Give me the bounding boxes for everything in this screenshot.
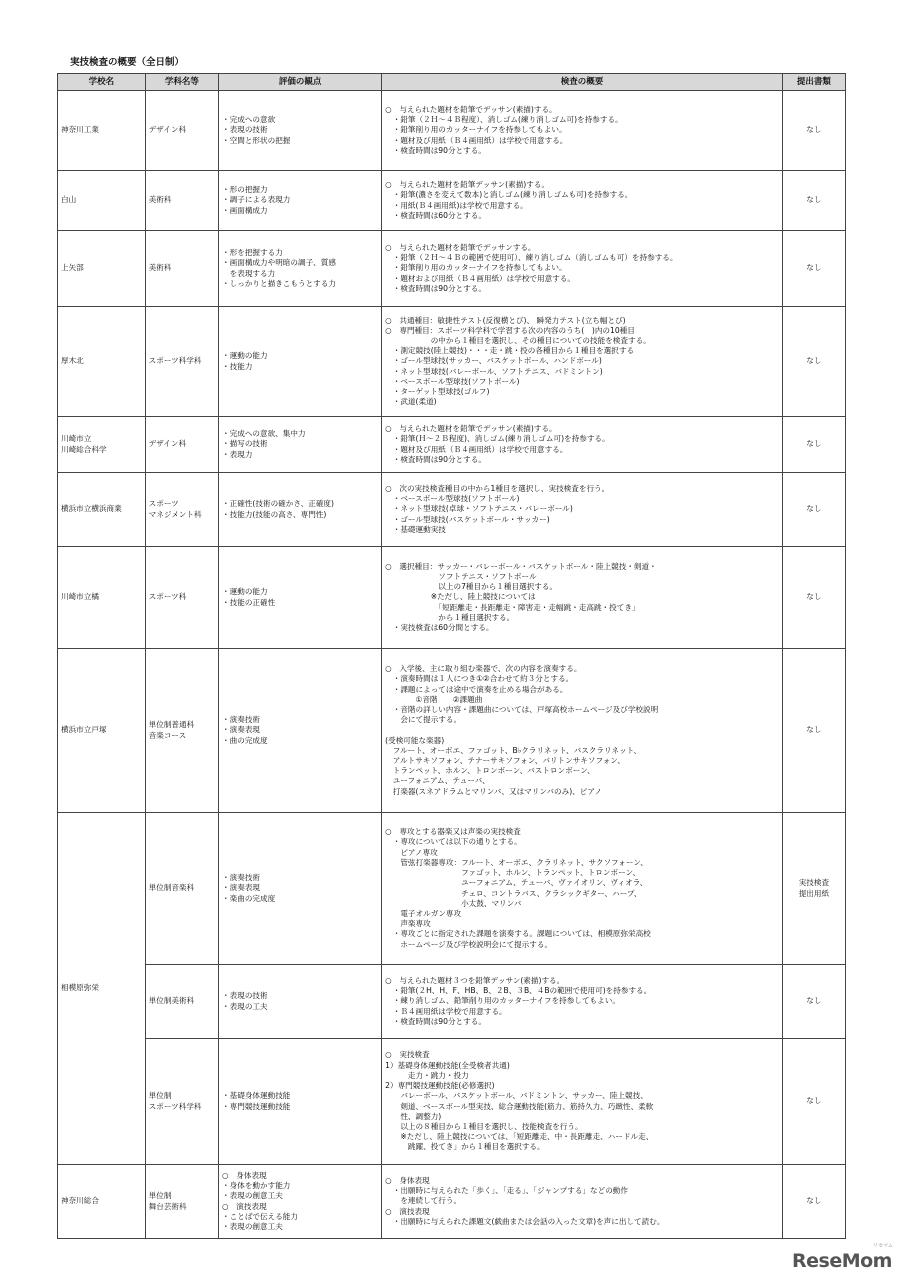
cell-dept-text: デザイン科 [148,439,187,449]
cell-dept [145,473,218,547]
cell-summary [382,1165,783,1239]
cell-docs-text: なし [806,1096,822,1106]
cell-eval [219,417,382,473]
cell-dept [145,1165,218,1239]
cell-school [58,547,146,649]
cell-docs [782,231,845,307]
cell-docs-text: なし [806,356,822,366]
cell-docs [782,307,845,417]
cell-docs-text: なし [806,439,822,449]
cell-docs [782,171,845,231]
cell-summary-text: ○ 身体表現 ・出願時に与えられた「歩く」、「走る」、「ジャンプする」などの動作 を連続して行う。 ○ 演技表現 ・出願時に与えられた課題文(戯曲または会話の入った文章)を声に出して読む。 [385,1175,665,1226]
cell-dept-text: 単位制 スポーツ科学科 [148,1091,202,1111]
cell-dept-text: 単位制普通科 音楽コース [148,720,195,740]
cell-summary [382,91,783,171]
cell-summary [382,307,783,417]
cell-eval [219,473,382,547]
cell-school [58,813,146,1165]
table-body [58,91,846,1239]
cell-dept [145,91,218,171]
table-row [58,547,846,649]
table-row [58,307,846,417]
table-row [58,171,846,231]
table-row [58,473,846,547]
cell-docs [782,649,845,813]
table-row [58,1039,846,1165]
header-summary: 検査の概要 [382,74,783,91]
cell-school [58,231,146,307]
cell-eval [219,813,382,965]
cell-docs [782,1165,845,1239]
cell-dept [145,417,218,473]
cell-docs [782,91,845,171]
cell-docs [782,417,845,473]
header-eval: 評価の観点 [219,74,382,91]
cell-dept [145,231,218,307]
cell-eval [219,1039,382,1165]
cell-docs-text: なし [806,592,822,602]
cell-eval [219,547,382,649]
cell-summary [382,417,783,473]
cell-docs-text: なし [806,195,822,205]
table-row [58,649,846,813]
header-dept: 学科名等 [145,74,218,91]
cell-eval [219,307,382,417]
document-title: 実技検査の概要（全日制） [70,57,185,68]
cell-docs-text: なし [806,725,822,735]
cell-dept-text: スポーツ科 [148,592,187,602]
cell-summary-text: ○ 共通種目：敏捷性テスト(反復横とび)、 瞬発力テスト(立ち幅とび) ○ 専門種目：スポーツ科学科で学習する次の内容のうち( )内の10種目 の中から１種目を選択し、その種目についての技能を検査する。 ・測定競技(陸上競技)・・・走・跳・投の各種目から１種目を選択する ・ゴール型球技(サッカー、バスケットボール、ハンドボール) ・ネット型球技(バレーボール、ソフトテニス、バドミントン) ・ベースボール型球技(ソフトボール) ・ターゲット型球技(ゴルフ) ・武道(柔道) [385,315,651,407]
cell-summary-text: ○ 入学後、主に取り組む楽器で、次の内容を演奏する。 ・演奏時間は１人につき①②合わせて約３分とする。 ・課題によっては途中で演奏を止める場合がある。 ①音階 ②課題曲 ・音階の詳しい内容・課題曲については、戸塚高校ホームページ及び学校説明 会にて提示する。 (受検可能な楽器) フルート、オーボエ、ファゴット、B♭クラリネット、バスクラリネット、 アルトサキソフォン、テナーサキソフォン、バリトンサキソフォン、 トランペット、ホルン、トロンボーン、バストロンボーン、 ユーフォニアム、テューバ、 打楽器(スネアドラムとマリンバ、又はマリンバのみ)、ピアノ [385,664,659,796]
cell-docs-text: なし [806,504,822,514]
cell-summary-text: ○ 専攻とする器楽又は声楽の実技検査 ・専攻については以下の通りとする。 ピアノ専攻 管弦打楽器専攻：フルート、オーボエ、クラリネット、サクソフォーン、 ファゴット、ホルン、トランペット、トロンボーン、 ユーフォニアム、テューバ、ヴァイオリン、ヴィオラ、 チェロ、コントラバス、クラシックギター、ハープ、 小太鼓、マリンバ 電子オルガン専攻 声楽専攻 ・専攻ごとに指定された課題を演奏する。課題については、相模原弥栄高校 ホームページ及び学校説明会にて提示する。 [385,827,651,949]
cell-dept [145,1039,218,1165]
cell-dept-text: 美術科 [148,263,172,273]
table-row [58,231,846,307]
cell-dept [145,547,218,649]
resemom-logo: ReseMom [792,1250,892,1272]
cell-summary-text: ○ 選択種目：サッカー・バレーボール・バスケットボール・陸上競技・剣道・ ソフトテニス・ソフトボール 以上の7種目から１種目選択する。 ※ただし、陸上競技については 「短距離走・長距離走・障害走・走幅跳・走高跳・投てき」 から１種目選択する。 ・実技検査は60分間とする。 [385,561,657,632]
cell-eval-text: ・演奏技術 ・演奏表現 ・曲の完成度 [222,715,268,745]
cell-school [58,171,146,231]
cell-summary [382,231,783,307]
cell-docs-text: なし [806,125,822,135]
cell-school [58,473,146,547]
cell-docs [782,965,845,1039]
cell-summary [382,171,783,231]
cell-school-text: 横浜市立戸塚 [61,725,107,735]
cell-docs [782,547,845,649]
cell-school-text: 川崎市立橘 [61,592,99,602]
cell-summary-text: ○ 与えられた題材を鉛筆でデッサンする。 ・鉛筆（２Ｈ～４Ｂの範囲で使用可）、練り消しゴム（消しゴムも可）を持参する。 ・鉛筆削り用のカッターナイフを持参してもよい。 ・題材および用紙（Ｂ４画用紙）は学校で用意する。 ・検査時間は90分とする。 [385,242,678,293]
cell-eval-text: ○ 身体表現 ・身体を動かす能力 ・表現の創意工夫 ○ 演技表現 ・ことばで伝える能力 ・表現の創意工夫 [222,1170,298,1231]
table-header-row [58,74,846,91]
cell-eval-text: ・形の把握力 ・調子による表現力 ・画面構成力 [222,185,291,215]
cell-school-text: 上矢部 [61,263,84,273]
cell-eval [219,1165,382,1239]
cell-docs-text: なし [806,996,822,1006]
cell-eval [219,649,382,813]
cell-docs [782,473,845,547]
cell-dept-text: 美術科 [148,195,172,205]
table-row [58,417,846,473]
cell-summary [382,473,783,547]
cell-eval-text: ・完成への意欲 ・表現の技術 ・空間と形状の把握 [222,115,291,145]
cell-dept-text: スポーツ科学科 [148,356,202,366]
cell-school-text: 川崎市立 川崎総合科学 [61,434,107,454]
cell-dept [145,965,218,1039]
cell-summary-text: ○ 実技検査 1）基礎身体運動技能(全受検者共通) 走力・跳力・投力 2）専門競技運動技能(必修選択) バレーボール、バスケットボール、バドミントン、サッカー、陸上競技、 剣道、ベースボール型実技、総合運動技能(筋力、筋持久力、巧緻性、柔軟 性、調整力) 以上の８種目から１種目を選択し、技能検査を行う。 ※ただし、陸上競技については、「短距離走、中・長距離走、ハードル走、 跳躍、投てき」から１種目を選択する。 [385,1050,654,1152]
cell-school-text: 相模原弥栄 [61,983,99,993]
cell-school [58,91,146,171]
cell-docs-text: なし [806,263,822,273]
cell-eval-text: ・運動の能力 ・技能力 [222,351,268,371]
header-school: 学校名 [58,74,146,91]
cell-summary [382,1039,783,1165]
cell-dept-text: 単位制 舞台芸術科 [148,1191,187,1211]
header-docs: 提出書類 [782,74,845,91]
cell-summary [382,813,783,965]
cell-docs-text: なし [806,1196,822,1206]
exam-table [57,73,846,1239]
cell-dept [145,813,218,965]
cell-docs [782,1039,845,1165]
cell-docs [782,813,845,965]
cell-school-text: 白山 [61,195,77,205]
cell-school [58,649,146,813]
cell-dept [145,649,218,813]
cell-summary-text: ○ 与えられた題材３つを鉛筆デッサン(素描)する。 ・鉛筆(２H、H、F、HB、B、２B、３B、４Bの範囲で使用可)を持参する。 ・練り消しゴム、鉛筆削り用のカッターナイフを持参してもよい。 ・Ｂ４画用紙は学校で用意する。 ・検査時間は90分とする。 [385,975,652,1026]
cell-dept-text: スポーツ マネジメント科 [148,499,202,519]
cell-summary-text: ○ 与えられた題材を鉛筆デッサン(素描)する。 ・鉛筆(濃さを変えて数本)と消しゴム(練り消しゴムも可)を持参する。 ・用紙(Ｂ４画用紙)は学校で用意する。 ・検査時間は60分とする。 [385,180,633,220]
cell-summary [382,965,783,1039]
cell-docs-text: 実技検査 提出用紙 [798,878,830,898]
cell-eval [219,91,382,171]
cell-eval-text: ・完成への意欲、集中力 ・描写の技術 ・表現力 [222,429,306,459]
cell-school [58,1165,146,1239]
cell-eval-text: ・基礎身体運動技能 ・専門競技運動技能 [222,1091,291,1111]
cell-school-text: 神奈川総合 [61,1196,99,1206]
cell-eval-text: ・正確性(技術の確かさ、正確度) ・技能力(技能の高さ、専門性) [222,499,334,519]
cell-eval [219,171,382,231]
cell-eval-text: ・形を把握する力 ・画面構成力や明暗の調子、質感 を表現する力 ・しっかりと描きこもうとする力 [222,248,336,288]
cell-eval [219,231,382,307]
cell-dept-text: デザイン科 [148,125,187,135]
table-row [58,1165,846,1239]
cell-school [58,417,146,473]
cell-summary-text: ○ 次の実技検査種目の中から1種目を選択し、実技検査を行う。 ・ベースボール型球技(ソフトボール) ・ネット型球技(卓球・ソフトテニス・バレーボール) ・ゴール型球技(バスケットボール・サッカー) ・基礎運動実技 [385,483,610,534]
table-row [58,965,846,1039]
cell-summary [382,649,783,813]
cell-dept [145,171,218,231]
cell-summary-text: ○ 与えられた題材を鉛筆でデッサン(素描)する。 ・鉛筆（２Ｈ～４Ｂ程度）、消しゴム(練り消しゴム可)を持参する。 ・鉛筆削り用のカッターナイフを持参してもよい。 ・題材及び用紙（Ｂ４画用紙）は学校で用意する。 ・検査時間は90分とする。 [385,104,623,155]
cell-eval-text: ・表現の技術 ・表現の工夫 [222,991,268,1011]
cell-dept-text: 単位制音楽科 [148,883,195,893]
cell-school-text: 神奈川工業 [61,125,99,135]
resemom-logo-subtext: リセマム [873,1243,893,1249]
cell-summary [382,547,783,649]
cell-eval-text: ・演奏技術 ・演奏表現 ・楽曲の完成度 [222,873,276,903]
cell-school-text: 横浜市立横浜商業 [61,504,122,514]
cell-dept-text: 単位制美術科 [148,996,195,1006]
cell-school [58,307,146,417]
cell-summary-text: ○ 与えられた題材を鉛筆でデッサン(素描)する。 ・鉛筆(Ｈ～２Ｂ程度)、消しゴム(練り消しゴム可)を持参する。 ・題材及び用紙（Ｂ４画用紙）は学校で用意する。 ・検査時間は90分とする。 [385,424,610,464]
cell-eval-text: ・運動の能力 ・技能の正確性 [222,587,276,607]
cell-eval [219,965,382,1039]
table-row [58,813,846,965]
cell-dept [145,307,218,417]
cell-school-text: 厚木北 [61,356,84,366]
table-row [58,91,846,171]
